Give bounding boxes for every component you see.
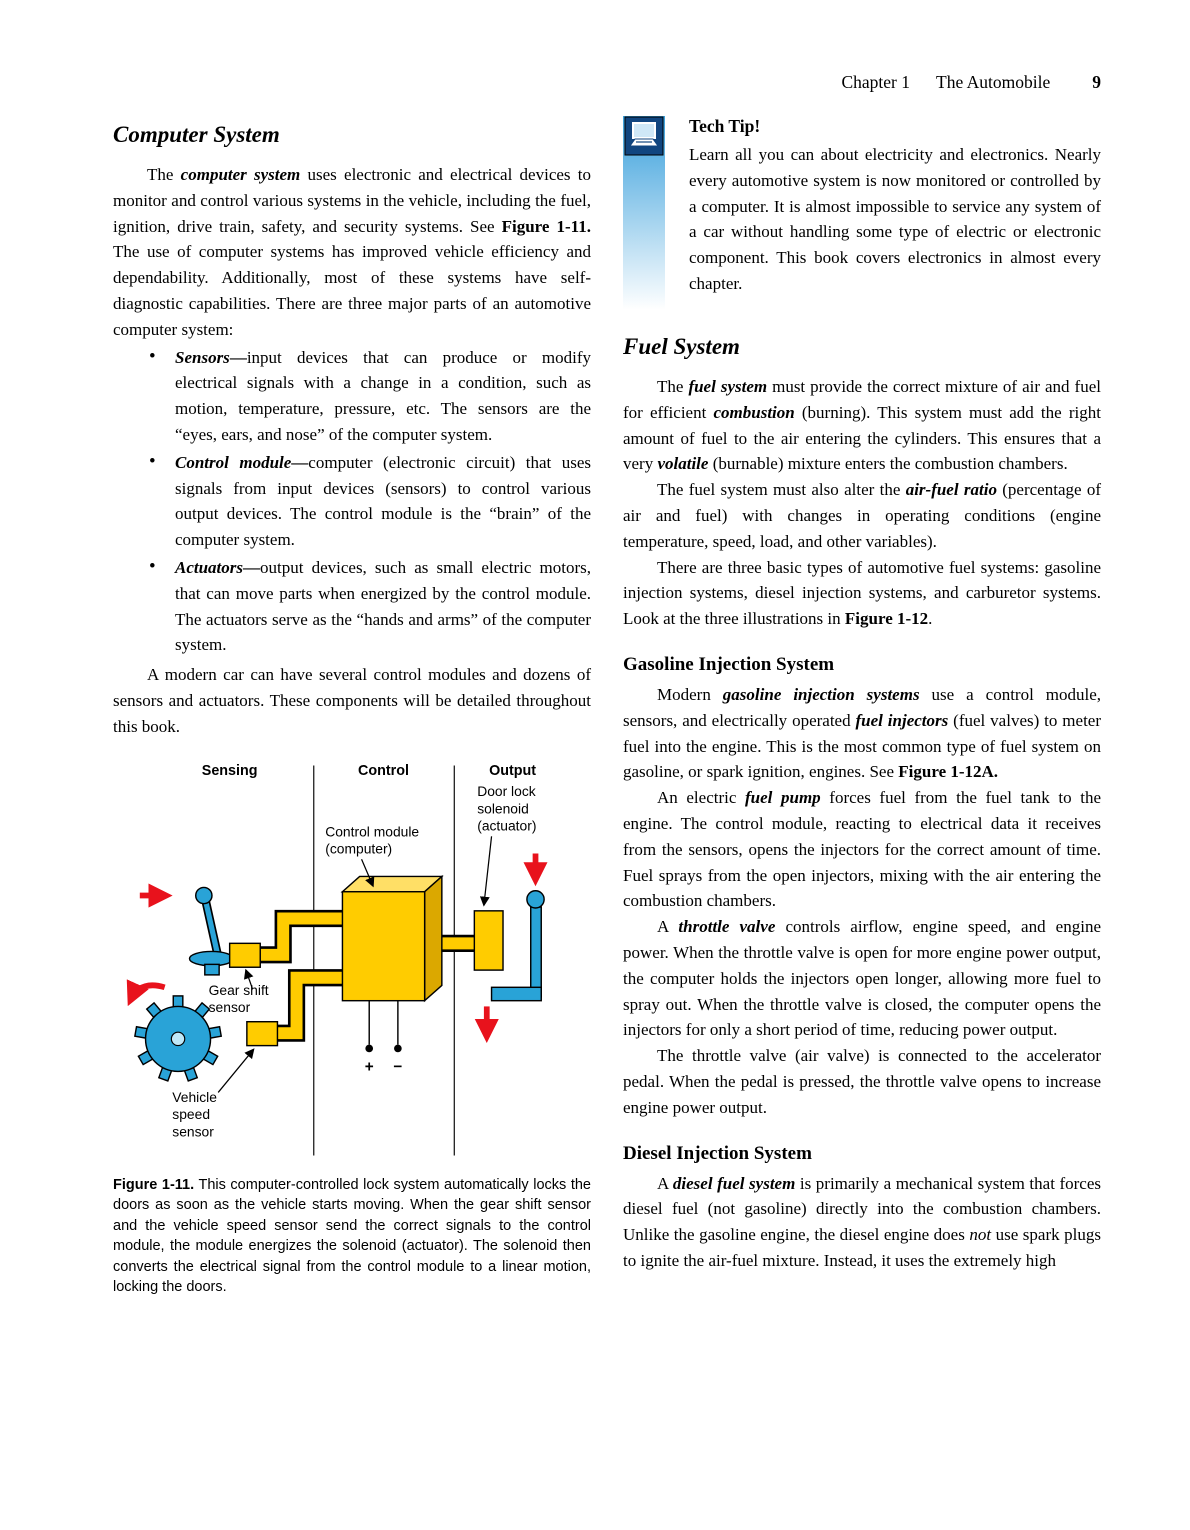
gear-rotation-arrow-icon [130,985,164,1000]
gasoline-paragraph-1: Modern gasoline injection systems use a control module, sensors, and electrically operated fuel injectors (fuel valves) to meter fuel into the engine. This is the most common type of fuel system on gasoline, or spark ignition, engines. See Figure 1-12A. [623,684,1102,782]
svg-text:Control module: Control module [325,822,420,839]
plus-terminal-label: + [364,1057,374,1075]
svg-text:Door lock: Door lock [477,782,536,799]
figure-caption: Figure 1-11. This computer-controlled lock system automatically locks the doors as soon as the vehicle starts moving. When the gear shift sensor and the vehicle speed sensor send the correct signals to the control module, the module energizes the solenoid (actuator). The solenoid then converts the electrical signal from the control module to a linear motion, locking the doors. [113,1176,591,1296]
computer-system-bullet-list [113,345,591,659]
svg-text:sensor: sensor [208,998,251,1015]
subsection-heading-diesel-injection: Diesel Injection System [623,1142,812,1164]
svg-text:solenoid: solenoid [477,799,529,816]
running-head [623,72,1101,93]
svg-text:speed: speed [172,1105,211,1122]
computer-icon [624,116,664,156]
zone-label-control: Control [358,762,410,779]
minus-terminal-label: − [393,1057,403,1075]
bullet-item-control-module: • Control module—computer (electronic circuit) that uses signals from input devices (sensors) to control various output devices. The control module is the “brain” of the computer system. [113,450,591,553]
svg-text:Vehicle: Vehicle [172,1088,217,1105]
lock-system-diagram [113,756,591,1167]
right-column [623,116,1101,1274]
zone-label-sensing: Sensing [201,762,258,779]
tech-tip-body: Learn all you can about electricity and electronics. Nearly every automotive system is now monitored or controlled by a computer. It is almost impossible to service any system of a car without handling some type of electric or electronic component. This book covers electronics in almost every chapter. [689,145,1101,293]
computer-system-closing-paragraph: A modern car can have several control modules and dozens of sensors and actuators. These components will be detailed throughout this book. [113,665,591,736]
tech-tip-box [623,116,1101,310]
gasoline-paragraph-2: An electric fuel pump forces fuel from the fuel tank to the engine. The control module, reacting to electrical data it receives from the sensors, opens the injectors for the correct amount of time. Fuel sprays from the open injectors, mixing with the air entering the combustion chambers. [623,788,1102,911]
vehicle-speed-sensor-box [247,1021,278,1045]
chapter-label: Chapter 1 [841,72,911,92]
svg-text:sensor: sensor [172,1122,214,1139]
gasoline-paragraph-3: A throttle valve controls airflow, engine speed, and engine power. When the throttle valve is open for more engine power output, the computer holds the injectors open longer, allowing more fuel to spray out. When the throttle valve is closed, the computer opens the injectors for only a short period of time, reducing power output. [623,917,1101,1040]
book-title: The Automobile [936,72,1051,92]
computer-system-intro-paragraph: The computer system uses electronic and electrical devices to monitor and control various systems in the vehicle, including the fuel, ignition, drive train, safety, and security systems. See Figure 1-11. The use of computer systems has improved vehicle efficiency and dependability. Additionally, most of these systems have self-diagnostic capabilities. There are three major parts of an automotive computer system: [113,165,591,339]
page-number: 9 [1092,72,1101,92]
figure-1-11 [113,756,591,1298]
door-lock-callout [477,783,536,905]
svg-text:(computer): (computer) [325,840,393,857]
fuel-system-paragraph-2: The fuel system must also alter the air-fuel ratio (percentage of air and fuel) with changes in operating conditions (engine temperature, speed, load, and other variables). [623,480,1102,551]
section-heading-fuel-system: Fuel System [623,334,740,359]
fuel-system-paragraph-3: There are three basic types of automotive fuel systems: gasoline injection systems, diesel injection systems, and carburetor systems. Look at the three illustrations in Figure 1-12. [623,557,1101,629]
svg-text:(actuator): (actuator) [477,817,537,834]
power-leads [365,1000,403,1075]
door-lock-solenoid-box [474,910,503,969]
bullet-item-actuators: • Actuators—output devices, such as small electric motors, that can move parts when energized by the control module. The actuators serve as the “hands and arms” of the computer system. [113,555,591,658]
diesel-paragraph-1: A diesel fuel system is primarily a mechanical system that forces diesel fuel (not gasoline) directly into the combustion chambers. Unlike the gasoline engine, the diesel engine does not use spark plugs to ignite the air-fuel mixture. Instead, it uses the extremely high [623,1173,1101,1270]
gear-shift-lever [190,887,234,974]
fuel-system-paragraph-1: The fuel system must provide the correct mixture of air and fuel for efficient combustion (burning). This system must add the right amount of fuel to the air entering the cylinders. This ensures that a very volatile (burnable) mixture enters the combustion chambers. [623,377,1101,474]
svg-text:Gear shift: Gear shift [208,981,269,998]
control-module-box [342,876,441,1000]
bullet-item-sensors: • Sensors—input devices that can produce or modify electrical signals with a change in a condition, such as motion, temperature, pressure, etc. The sensors are the “eyes, ears, and nose” of the computer system. [113,345,591,448]
section-heading-computer-system: Computer System [113,122,280,147]
gear-shift-sensor-callout [209,970,269,1015]
gasoline-paragraph-4: The throttle valve (air valve) is connected to the accelerator pedal. When the pedal is pressed, the throttle valve opens to increase engine power output. [623,1046,1101,1117]
tech-tip-content [689,116,1101,310]
tech-tip-gradient-strip [623,116,665,310]
gear-shift-sensor-box [230,943,261,967]
left-column [113,122,591,1312]
zone-label-output: Output [489,762,537,779]
tech-tip-title: Tech Tip! [689,116,761,136]
subsection-heading-gasoline-injection: Gasoline Injection System [623,653,835,675]
